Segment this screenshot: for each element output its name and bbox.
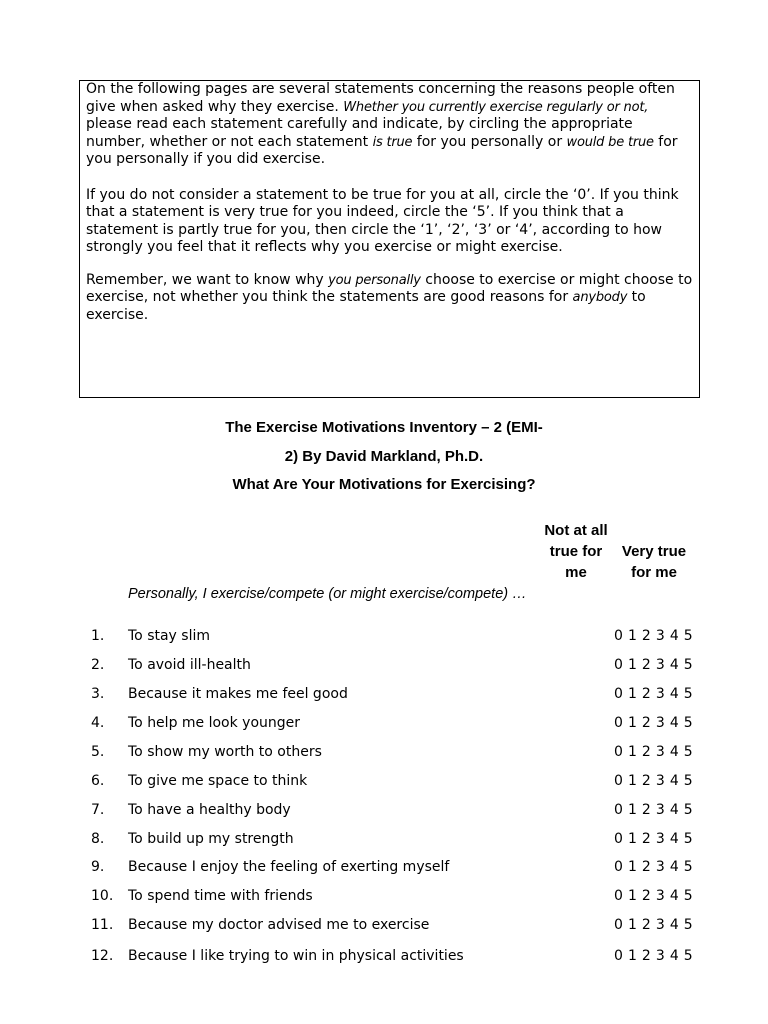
- instructions-paragraph-1: [86, 81, 693, 169]
- item-number: 11.: [91, 917, 114, 933]
- list-item: [0, 657, 768, 677]
- rating-scale[interactable]: 0 1 2 3 4 5: [614, 744, 693, 760]
- item-statement: To stay slim: [128, 628, 210, 644]
- item-statement: To spend time with friends: [128, 888, 313, 904]
- rating-scale[interactable]: 0 1 2 3 4 5: [614, 686, 693, 702]
- list-item: [0, 715, 768, 735]
- instructions-text: to exercise.: [86, 289, 646, 323]
- instructions-text: choose to exercise or might choose to exercise, not whether you think the statements are good reasons for: [86, 271, 693, 305]
- item-number: 9.: [91, 859, 105, 875]
- rating-scale[interactable]: 0 1 2 3 4 5: [614, 715, 693, 731]
- rating-scale[interactable]: 0 1 2 3 4 5: [614, 917, 693, 933]
- rating-scale[interactable]: 0 1 2 3 4 5: [614, 628, 693, 644]
- rating-scale[interactable]: 0 1 2 3 4 5: [614, 657, 693, 673]
- instructions-text: for you personally or: [412, 133, 567, 150]
- item-number: 3.: [91, 686, 105, 702]
- rating-scale[interactable]: 0 1 2 3 4 5: [614, 773, 693, 789]
- list-item: [0, 686, 768, 706]
- title-line-2: 2) By David Markland, Ph.D.: [284, 448, 484, 465]
- item-prompt: Personally, I exercise/compete (or might exercise/compete) …: [128, 586, 527, 602]
- instructions-emphasis: would be true: [566, 134, 654, 150]
- list-item: [0, 628, 768, 648]
- instructions-text: for you personally if you did exercise.: [86, 133, 678, 167]
- rating-scale[interactable]: 0 1 2 3 4 5: [614, 859, 693, 875]
- item-number: 5.: [91, 744, 105, 760]
- instructions-emphasis: you personally: [328, 272, 421, 288]
- instructions-text: On the following pages are several statements concerning the reasons people often give when asked why they exercise.: [86, 81, 675, 115]
- item-statement: To build up my strength: [128, 831, 294, 847]
- item-number: 12.: [91, 948, 114, 964]
- instructions-paragraph-2: If you do not consider a statement to be true for you at all, circle the ‘0’. If you think that a statement is very true for you indeed, circle the ‘5’. If you think that a statement is partly true for you, then circle the ‘1’, ‘2’, ‘3’ or ‘4’, according to how strongly you feel that it reflects why you exercise or might exercise.: [86, 186, 679, 255]
- item-number: 8.: [91, 831, 105, 847]
- subtitle: What Are Your Motivations for Exercising?: [232, 476, 536, 493]
- rating-scale[interactable]: 0 1 2 3 4 5: [614, 831, 693, 847]
- instructions-emphasis: is true: [372, 134, 413, 150]
- item-statement: Because my doctor advised me to exercise: [128, 917, 430, 933]
- rating-scale[interactable]: 0 1 2 3 4 5: [614, 802, 693, 818]
- item-number: 4.: [91, 715, 105, 731]
- item-statement: Because I enjoy the feeling of exerting myself: [128, 859, 450, 875]
- item-number: 6.: [91, 773, 105, 789]
- item-statement: To have a healthy body: [128, 802, 291, 818]
- rating-scale[interactable]: 0 1 2 3 4 5: [614, 948, 693, 964]
- list-item: [0, 888, 768, 908]
- instructions-text: Remember, we want to know why: [86, 271, 329, 288]
- list-item: [0, 831, 768, 851]
- instructions-box: [79, 80, 700, 398]
- instructions-paragraph-3: [86, 272, 693, 325]
- column-header-very-true: Very true for me: [621, 543, 687, 581]
- item-statement: To help me look younger: [128, 715, 301, 731]
- item-number: 1.: [91, 628, 105, 644]
- item-statement: Because I like trying to win in physical activities: [128, 948, 464, 964]
- item-statement: To give me space to think: [128, 773, 308, 789]
- item-number: 7.: [91, 802, 105, 818]
- list-item: [0, 948, 768, 968]
- list-item: [0, 859, 768, 879]
- item-statement: To show my worth to others: [128, 744, 322, 760]
- column-header-not-at-all: Not at all true for me: [544, 522, 608, 581]
- rating-scale[interactable]: 0 1 2 3 4 5: [614, 888, 693, 904]
- item-statement: Because it makes me feel good: [128, 686, 348, 702]
- item-number: 10.: [91, 888, 114, 904]
- list-item: [0, 802, 768, 822]
- list-item: [0, 917, 768, 937]
- instructions-emphasis: Whether you currently exercise regularly or not,: [343, 99, 649, 115]
- item-number: 2.: [91, 657, 105, 673]
- instructions-emphasis: anybody: [572, 290, 628, 305]
- title-line-1: The Exercise Motivations Inventory – 2 (EMI-: [225, 419, 543, 436]
- instructions-text: please read each statement carefully and indicate, by circling the appropriate number, whether or not each statement: [86, 116, 633, 150]
- item-statement: To avoid ill-health: [128, 657, 251, 673]
- list-item: [0, 744, 768, 764]
- list-item: [0, 773, 768, 793]
